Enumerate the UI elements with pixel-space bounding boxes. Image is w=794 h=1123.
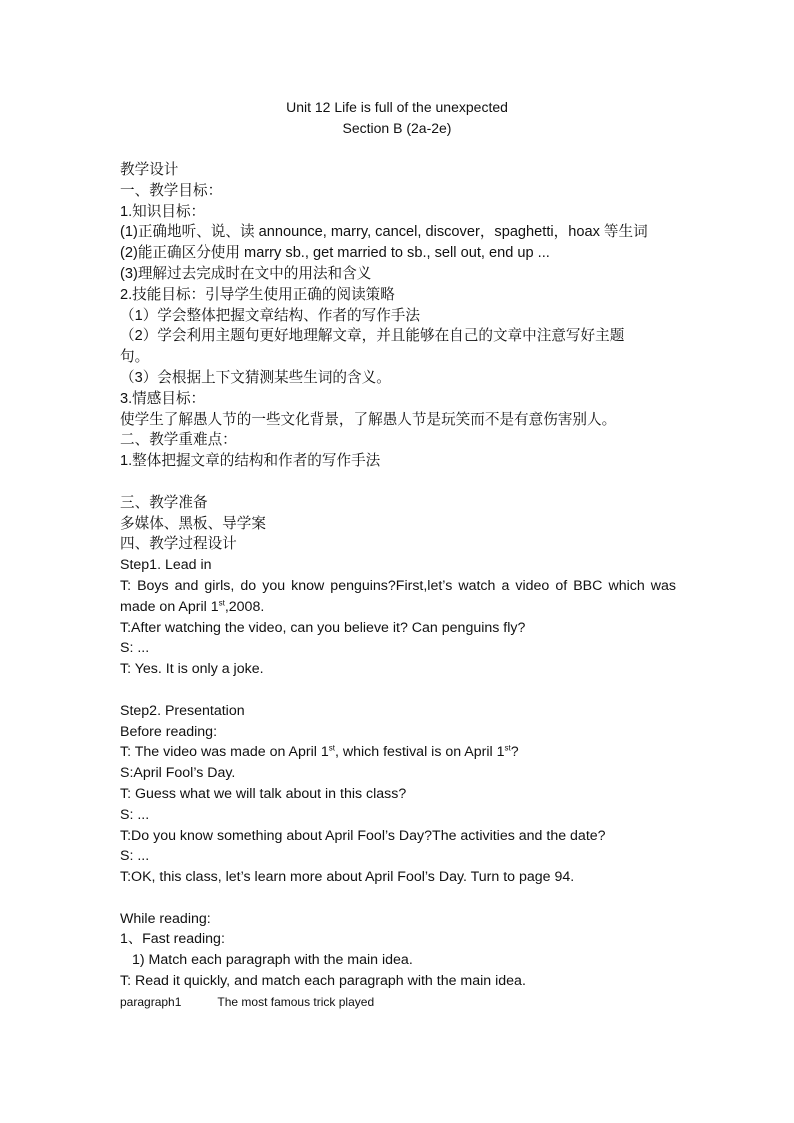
section-heading: 一、教学目标： [120,182,223,199]
text-span: ,2008. [224,598,265,615]
text-line: S: ... [120,848,150,865]
text-line: 3.情感目标： [120,390,206,407]
text-line: (3)理解过去完成时在文中的用法和含义 [120,265,372,282]
text-line: T: Yes. It is only a joke. [120,661,264,678]
table-cell: paragraph1 [120,994,182,1009]
text-span: T: The video was made on April 1 [120,744,329,761]
text-line: Before reading: [120,723,218,740]
step-heading: Step2. Presentation [120,702,245,719]
section-heading: 教学设计 [120,162,179,178]
superscript: st [328,743,335,753]
step-heading: Step1. Lead in [120,557,212,574]
superscript: st [218,598,225,607]
text-line: T:After watching the video, can you believe it? Can penguins fly? [120,619,526,636]
text-line: S: ... [120,640,150,657]
blank-line [120,472,676,493]
text-line: （1）学会整体把握文章结构、作者的写作手法 [120,307,420,324]
text-line: While reading: [120,910,211,927]
blank-line [120,680,676,701]
table-row [120,992,676,1013]
text-line: (2)能正确区分使用 marry sb., get married to sb., sell out, end up ... [120,245,550,262]
table-cell: The most famous trick played [217,994,375,1009]
text-line: 多媒体、黑板、导学案 [120,515,266,532]
text-line: (1)正确地听、说、读 announce, marry, cancel, discover，spaghetti，hoax 等生词 [120,224,648,241]
blank-line [120,888,676,909]
text-line [120,742,676,763]
section-heading: 四、教学过程设计 [120,536,237,553]
text-line [120,597,676,618]
text-line: （2）学会利用主题句更好地理解文章，并且能够在自己的文章中注意写好主题 [120,328,625,345]
text-span: , which festival is on April 1 [334,744,505,761]
text-line: 1、Fast reading: [120,931,225,948]
superscript: st [504,743,511,753]
text-line: 2.技能目标：引导学生使用正确的阅读策略 [120,286,395,303]
document-body [120,160,676,1013]
text-line: T: Boys and girls, do you know penguins?First,let’s watch a video of BBC which was [120,577,676,594]
text-line: T:Do you know something about April Fool’s Day?The activities and the date? [120,827,606,844]
text-line: S: ... [120,806,150,823]
text-span: ? [510,744,519,761]
document-title: Unit 12 Life is full of the unexpected [286,99,508,115]
text-line: 1.整体把握文章的结构和作者的写作手法 [120,453,381,470]
text-line: （3）会根据上下文猜测某些生词的含义。 [120,369,391,386]
document-subtitle: Section B (2a-2e) [342,120,452,136]
text-line: T: Guess what we will talk about in this class? [120,785,407,802]
text-line: S:April Fool’s Day. [120,765,236,782]
text-line: T:OK, this class, let’s learn more about April Fool’s Day. Turn to page 94. [120,869,575,886]
text-line: 使学生了解愚人节的一些文化背景，了解愚人节是玩笑而不是有意伤害别人。 [120,411,617,428]
text-line: T: Read it quickly, and match each paragraph with the main idea. [120,973,526,990]
text-span: made on April 1 [120,598,219,615]
text-line: 句。 [120,349,150,366]
section-heading: 三、教学准备 [120,494,208,511]
text-line: 1) Match each paragraph with the main idea. [132,952,413,969]
text-line: 1.知识目标： [120,203,206,220]
section-heading: 二、教学重难点： [120,432,237,449]
